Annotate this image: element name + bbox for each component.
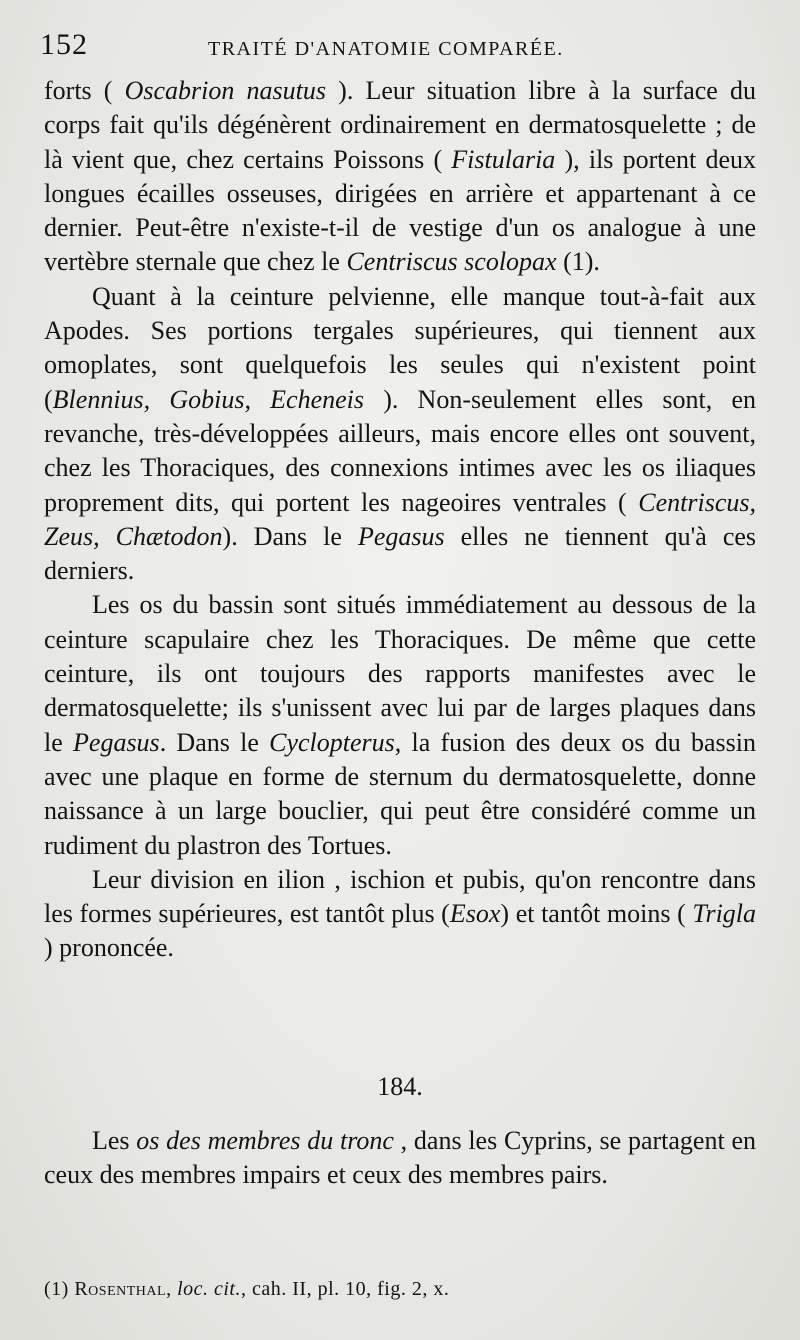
italic-term: os des membres du tronc [136, 1126, 394, 1155]
italic-term: Centriscus, Zeus, Chætodon [44, 487, 756, 551]
paragraph-3: Les os du bassin sont situés immédiatement au dessous de la ceinture scapulaire chez les Thoraciques. De même que cette ceinture, ils ont toujours des rapports manifestes avec le dermatosquelette; ils s'unissent avec lui par de larges plaques dans le Pegasus. Dans le Cyclopterus, la fusion des deux os du bassin avec une plaque en forme de sternum du dermatosquelette, donne naissance à un large bouclier, qui peut être considéré comme un rudiment du plastron des Tortues. [44, 590, 757, 860]
section-paragraph: Les os des membres du tronc , dans les Cyprins, se partagent en ceux des membres impairs et ceux des membres pairs. [44, 1126, 756, 1190]
page-header [40, 28, 760, 68]
footnote-author: Rosenthal [74, 1278, 167, 1300]
italic-term: Blennius, Gobius, Echeneis [52, 384, 365, 414]
italic-term: Trigla [692, 899, 757, 929]
italic-term: Oscabrion nasutus [124, 76, 327, 105]
page-number: 152 [40, 28, 88, 61]
italic-term: Pegasus [73, 727, 160, 757]
footnote-italic: loc. cit. [177, 1278, 241, 1300]
paragraph-1: forts ( Oscabrion nasutus ). Leur situation libre à la surface du corps fait qu'ils dégénèrent ordinairement en dermatosquelette ; de là vient que, chez certains Poissons ( Fistularia ), ils portent deux longues écailles osseuses, dirigées en arrière et appartenant à ce dernier. Peut-être n'existe-t-il de vestige d'un os analogue à une vertèbre sternale que chez le Centriscus scolopax (1). [44, 76, 756, 277]
section-body [44, 1124, 756, 1193]
italic-term: Centriscus scolopax [346, 247, 557, 277]
italic-term: Esox [449, 899, 501, 929]
footnote-text-b: , cah. II, pl. 10, fig. 2, x. [241, 1278, 450, 1300]
running-title: TRAITÉ D'ANATOMIE COMPARÉE. [208, 38, 564, 60]
footnote [44, 1276, 756, 1302]
italic-term: Cyclopterus [269, 727, 395, 757]
footnote-text-a: , [166, 1278, 178, 1300]
paragraph-4: Leur division en ilion , ischion et pubis, qu'on rencontre dans les formes supérieures, est tantôt plus (Esox) et tantôt moins ( Trigla ) prononcée. [44, 864, 757, 963]
italic-term: Pegasus [357, 521, 445, 551]
section-number: 184. [377, 1072, 423, 1101]
footnote-marker: (1) [44, 1278, 75, 1300]
body-text [44, 74, 756, 966]
italic-term: Fistularia [451, 144, 556, 174]
paragraph-2: Quant à la ceinture pelvienne, elle manque tout-à-fait aux Apodes. Ses portions tergales supérieures, qui tiennent aux omoplates, sont quelquefois les seules qui n'existent point (Blennius, Gobius, Echeneis ). Non-seulement elles sont, en revanche, très-développées ailleurs, mais encore elles ont souvent, chez les Thoraciques, des connexions intimes avec les os iliaques proprement dits, qui portent les nageoires ventrales ( Centriscus, Zeus, Chætodon). Dans le Pegasus elles ne tiennent qu'à ces derniers. [44, 281, 757, 586]
